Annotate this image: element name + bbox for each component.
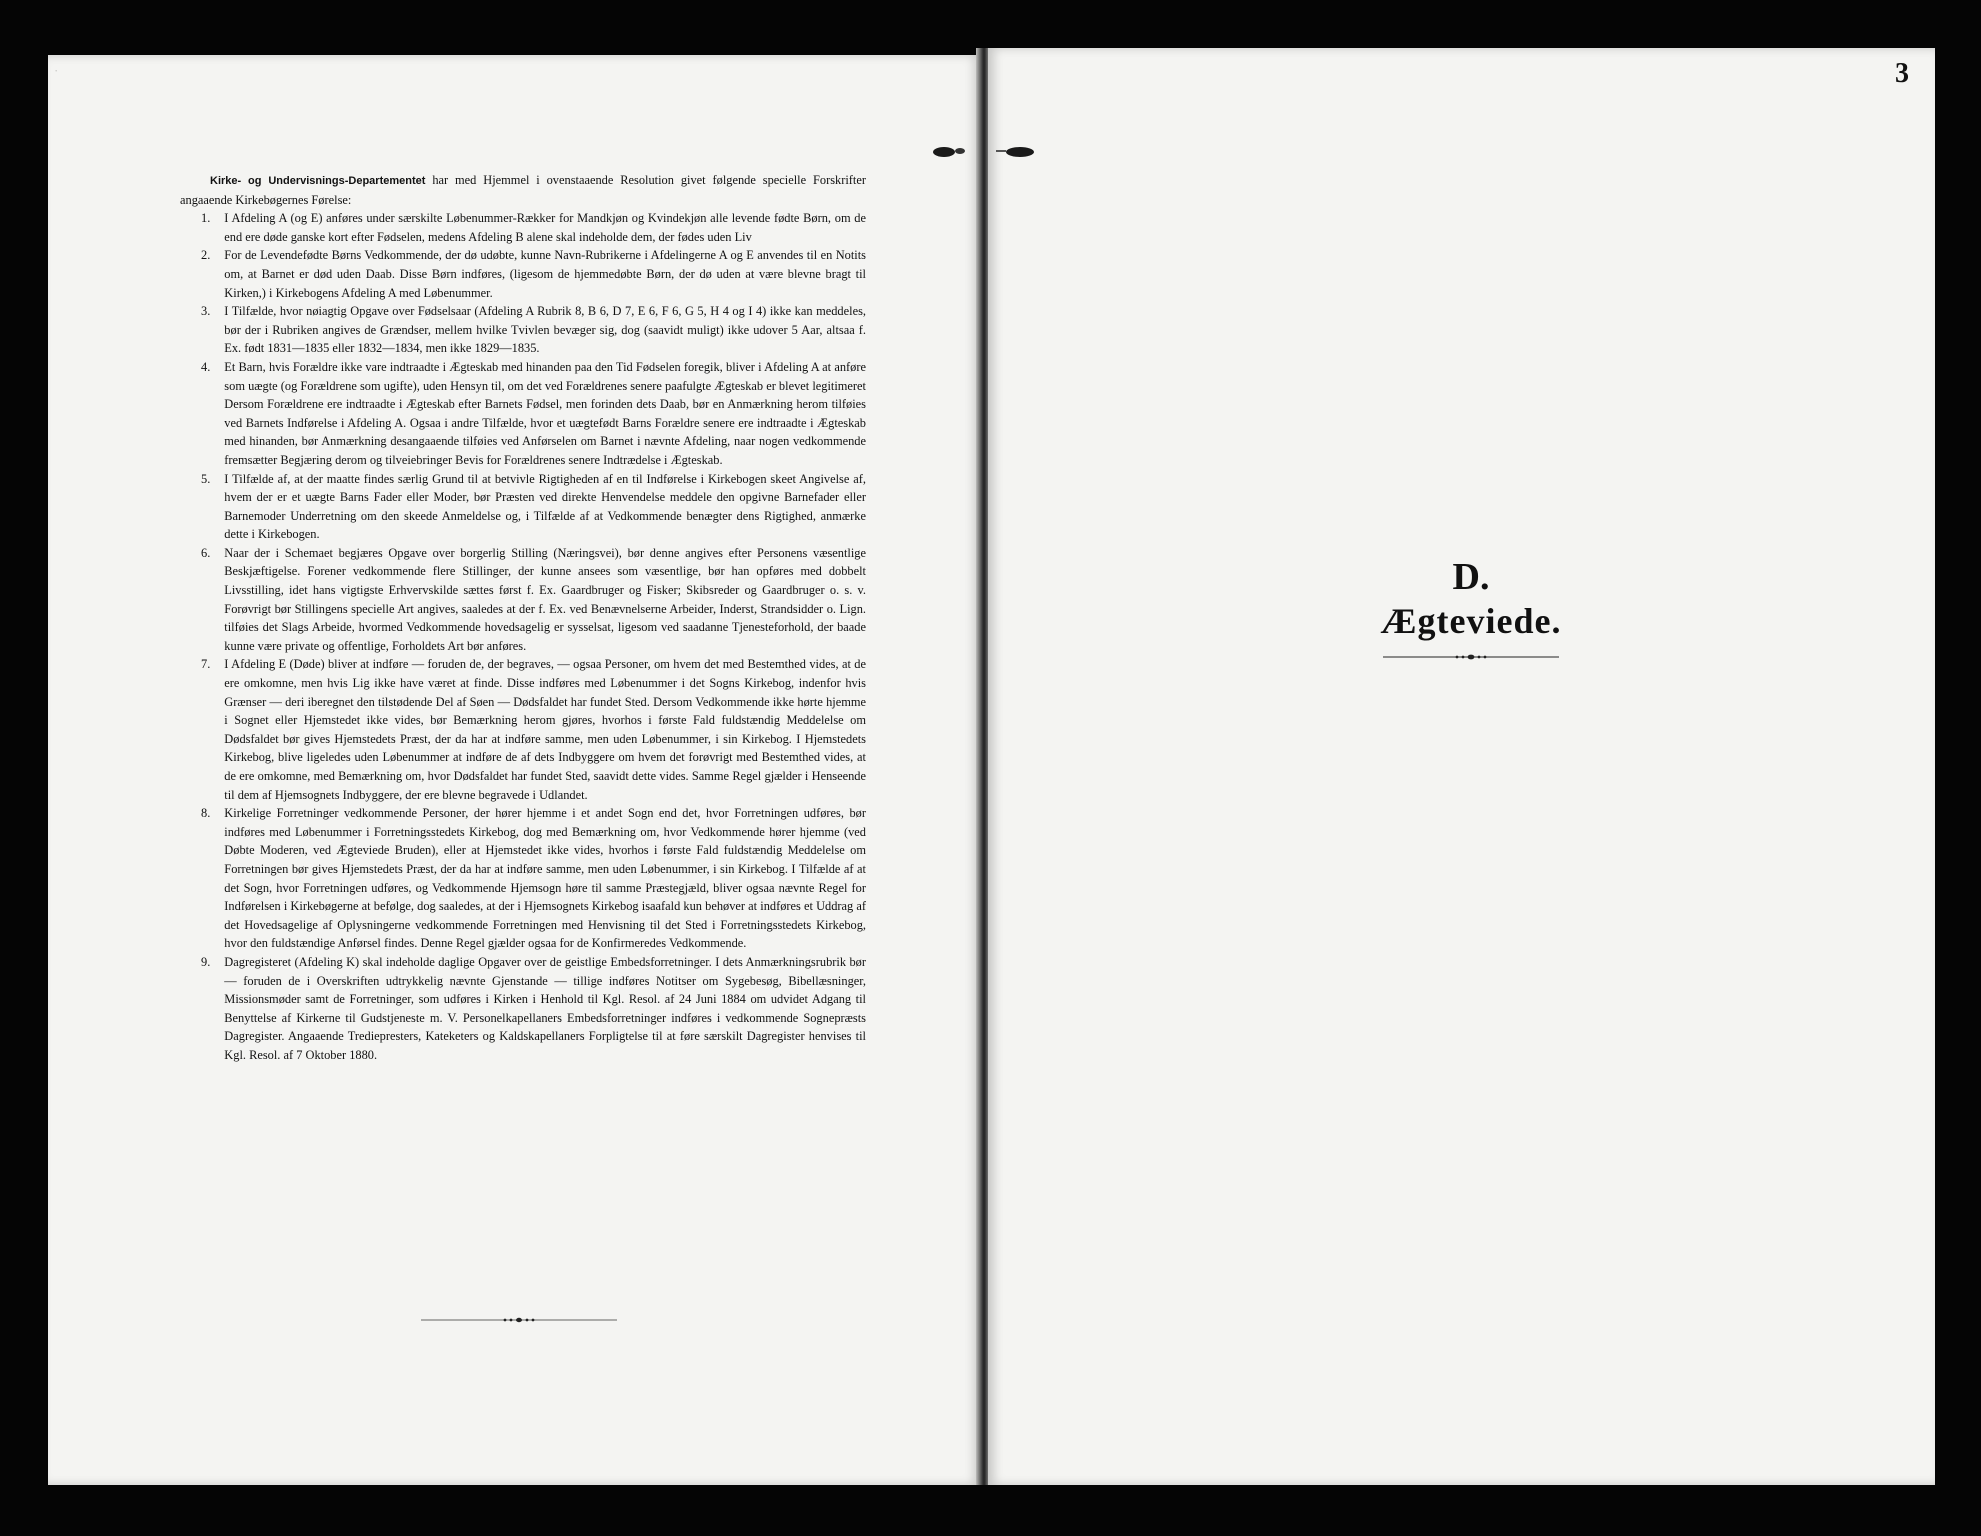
ornamental-divider-icon [421,1316,617,1324]
intro-paragraph [180,171,866,209]
intro-text: har med Hjemmel i ovenstaaende Resolution givet følgende specielle Forskrifter angaaende Kirkebøgernes Førelse: [180,173,866,207]
rule-number: 8. [201,806,211,821]
rule-item [180,953,866,1065]
rule-number: 2. [201,248,211,263]
rule-number: 5. [201,471,211,486]
rules-text [180,171,866,1065]
section-title: Ægteviede. [1380,601,1562,641]
rule-text: For de Levendefødte Børns Vedkommende, der dø udøbte, kunne Navn-Rubrikerne i Afdelingerne A og E anvendes til en Notits om, at Barnet er død uden Daab. Disse Børn indføres, (ligesom de hjemmedøbte Børn, der dø uden at være blevne bragt til Kirken,) i Kirkebogens Afdeling A med Løbenummer. [224,248,866,300]
section-letter: D. [1452,556,1490,598]
rule-text: Naar der i Schemaet begjæres Opgave over borgerlig Stilling (Næringsvei), bør denne angives efter Personens væsentlige Beskjæftigelse. Forener vedkommende flere Stillinger, der kunne ansees som væsentlige, bør han opføres med dobbelt Livsstilling, idet hans vigtigste Erhvervskilde sættes først f. Ex. Gaardbruger og Fisker; Skibsreder og Gaardbruger o. s. v. Forøvrigt bør Stillingens specielle Art angives, saaledes at der f. Ex. ved Benævnelserne Arbeider, Inderst, Strandsidder o. Lign. tilføies det Slags Arbeide, hvormed Vedkommende hovedsagelig er sysselsat, ligesom ved saadanne Tjenesteforhold, der baade kunne være private og offentlige, Forholdets Art bør anføres. [224,545,866,653]
rule-item [180,804,866,953]
rule-number: 4. [201,359,211,374]
rule-number: 1. [201,211,211,226]
rule-text: Kirkelige Forretninger vedkommende Personer, der hører hjemme i et andet Sogn end det, hvor Forretningen udføres, bør indføres med Løbenummer i Forretningsstedets Kirkebog, dog med Bemærkning om, hvor Vedkommende hører hjemme (ved Døbte Moderen, ved Ægteviede Bruden), eller at Hjemstedet ikke vides, hvorhos i første Fald fuldstændig Meddelelse om Forretningen bør gives Hjemstedets Præst, der da har at indføre samme, men uden Løbenummer, i sin Kirkebog. I Tilfælde af at det Sogn, hvor Forretningen udføres, og Vedkommende Hjemsogn høre til samme Præstegjæld, bliver ogsaa nævnte Regel for Indførelsen i Kirkebøgerne at befølge, dog saaledes, at der i Hjemsognets Kirkebog isaafald kun behøver at indføres et Uddrag af det Hovedsagelige af Oplysningerne vedkommende Forretningen med Henvisning til det Sted i Forretningsstedets Kirkebog, hvor den fuldstændige Anførsel findes. Denne Regel gjælder ogsaa for de Konfirmeredes Vedkommende. [224,806,866,951]
rule-text: I Tilfælde, hvor nøiagtig Opgave over Fødselsaar (Afdeling A Rubrik 8, B 6, D 7, E 6, F 6, G 5, H 4 og I 4) ikke kan meddeles, bør der i Rubriken angives de Grændser, mellem hvilke Tvivlen bevæger sig, dog (saavidt muligt) ikke udover 5 Aar, altsaa f. Ex. født 1831—1835 eller 1832—1834, men ikke 1829—1835. [224,304,866,356]
rule-number: 6. [201,545,211,560]
rule-item [180,470,866,544]
rule-item [180,544,866,656]
rule-text: Et Barn, hvis Forældre ikke vare indtraadte i Ægteskab med hinanden paa den Tid Fødselen foregik, bliver i Afdeling A at anføre som uægte (og Forældrene som ugifte), uden Hensyn til, om det ved Forældrenes senere paafulgte Ægteskab er blevet legitimeret Dersom Forældrene ere indtraadte i Ægteskab efter Barnets Fødsel, men forinden dets Daab, bør en Anmærkning herom tilføies ved Barnets Indførelse i Afdeling A. Ogsaa i andre Tilfælde, hvor et uægtefødt Barns Forældre senere ere indtraadte i Ægteskab med hinanden, bør Anmærkning desangaaende tilføies ved Anførselen om Barnet i nævnte Afdeling, naar nogen vedkommende fremsætter Begjæring derom og tilveiebringer Bevis for Forældrenes senere Indtrædelse i Ægteskab. [224,359,866,467]
rule-item [180,655,866,804]
rule-item [180,302,866,358]
ornamental-divider-icon [1383,653,1559,661]
rule-item [180,209,866,246]
rule-number: 7. [201,657,211,672]
rule-text: I Afdeling A (og E) anføres under særskilte Løbenummer-Rækker for Mandkjøn og Kvindekjøn alle levende fødte Børn, om de end ere døde ganske kort efter Fødselen, medens Afdeling B alene skal indeholde dem, der fødes uden Liv [224,211,866,244]
rule-item [180,246,866,302]
right-page [988,48,1935,1485]
rule-text: I Afdeling E (Døde) bliver at indføre — foruden de, der begraves, — ogsaa Personer, om hvem det med Bestemthed vides, at de ere omkomne, men hvis Lig ikke have været at finde. Disse indføres med Løbenummer i det Sogns Kirkebog, indenfor hvis Grænser — deri iberegnet den tilstødende Del af Søen — Dødsfaldet har fundet Sted. Dersom Vedkommende ikke hørte hjemme i Sognet eller Hjemstedet ikke vides, bør Bemærkning herom gjøres, hvorhos i første Fald fuldstændig Meddelelse om Dødsfaldet bør gives Hjemstedets Præst, der da har at indføre samme, men uden Løbenummer, i sin Kirkebog. I Hjemstedets Kirkebog, blive ligeledes uden Løbenummer at indføre de af dets Indbyggere om hvem det forøvrigt med Bestemthed vides, at de ere omkomne, med Bemærkning om, hvor Dødsfaldet har fundet Sted, saavidt dette vides. Samme Regel gjælder i Henseende til dem af Hjemsognets Indbyggere, der ere blevne begravede i Udlandet. [224,657,866,802]
rule-item [180,358,866,470]
rule-text: I Tilfælde af, at der maatte findes særlig Grund til at betvivle Rigtigheden af en til Indførelse i Kirkebogen skeet Angivelse af, hvem der er et uægte Barns Fader eller Moder, bør Præsten ved direkte Henvendelse meddele den opgivne Barnefader eller Barnemoder Underretning om den skeede Anmeldelse og, i Tilfælde af at Vedkommende benægter dens Rigtighed, anmærke dette i Kirkebogen. [224,471,866,542]
rule-text: Dagregisteret (Afdeling K) skal indeholde daglige Opgaver over de geistlige Embedsforretninger. I dets Anmærkningsrubrik bør — foruden de i Overskriften udtrykkelig nævnte Gjenstande — tillige indføres Notitser om Sygebesøg, Bibellæsninger, Missionsmøder samt de Forretninger, som udføres i Kirken i Henhold til Kgl. Resol. af 24 Juni 1884 om udvidet Adgang til Benyttelse af Kirkerne til Gudstjeneste m. V. Personelkapellaners Embedsforretninger indføres i vedkommende Sognepræsts Dagregister. Angaaende Trediepresters, Kateketers og Kaldskapellaners Forpligtelse til at føre særskilt Dagregister henvises til Kgl. Resol. af 7 Oktober 1880. [224,954,866,1062]
department-name: Kirke- og Undervisnings-Departementet [210,175,426,187]
ink-smudge-icon [930,142,1042,160]
page-number: 3 [1895,58,1909,89]
rule-number: 9. [201,954,211,969]
scan-mark-icon: · [54,63,59,78]
rules-list [180,209,866,1064]
rule-number: 3. [201,304,211,319]
